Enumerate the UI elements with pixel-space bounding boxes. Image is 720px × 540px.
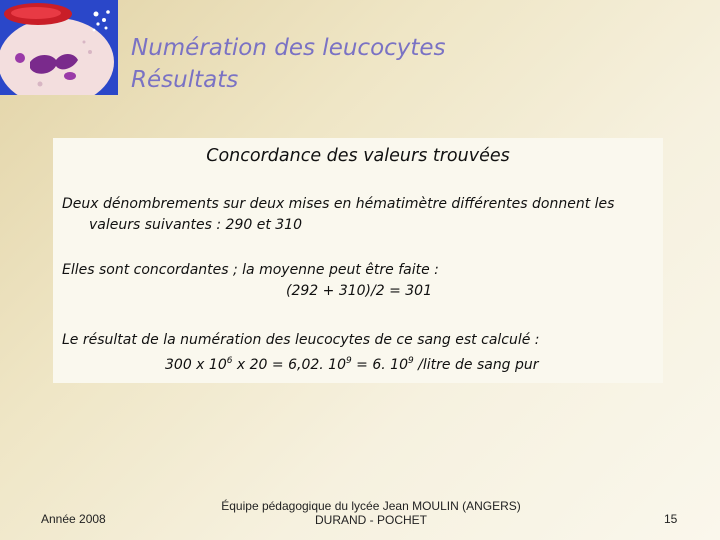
paragraph-counts [62,194,614,236]
footer-credit [212,499,530,527]
slide-title [131,32,446,96]
slide-title-line2: Résultats [131,67,239,93]
formula-part-d: /litre de sang pur [413,357,539,373]
paragraph-result [62,330,540,376]
formula-exponent-c: 9 [408,356,414,366]
footer-year: Année 2008 [41,512,106,526]
page-number: 15 [664,512,678,526]
paragraph-result-line1: Le résultat de la numération des leucocytes de ce sang est calculé : [62,332,540,348]
footer-credit-line2: DURAND - POCHET [314,513,427,527]
paragraph-counts-line2: valeurs suivantes : 290 et 310 [89,217,302,233]
paragraph-counts-line1: Deux dénombrements sur deux mises en hématimètre différentes donnent les [62,196,615,212]
paragraph-result-formula [62,351,540,376]
slide-title-line1: Numération des leucocytes [131,35,446,61]
paragraph-average-formula: (292 + 310)/2 = 301 [286,283,432,299]
blood-cells-logo-icon [0,0,118,95]
footer-credit-line1: Équipe pédagogique du lycée Jean MOULIN (ANGERS) [221,499,521,513]
paragraph-average-line1: Elles sont concordantes ; la moyenne peut être faite : [62,262,439,278]
formula-exponent-a: 6 [226,356,233,366]
formula-exponent-b: 9 [346,356,352,366]
paragraph-average [62,260,439,302]
formula-part-c: = 6. 10 [351,357,408,373]
formula-part-b: x 20 = 6,02. 10 [232,357,346,373]
section-subtitle: Concordance des valeurs trouvées [206,146,510,166]
formula-part-a: 300 x 10 [165,357,227,373]
